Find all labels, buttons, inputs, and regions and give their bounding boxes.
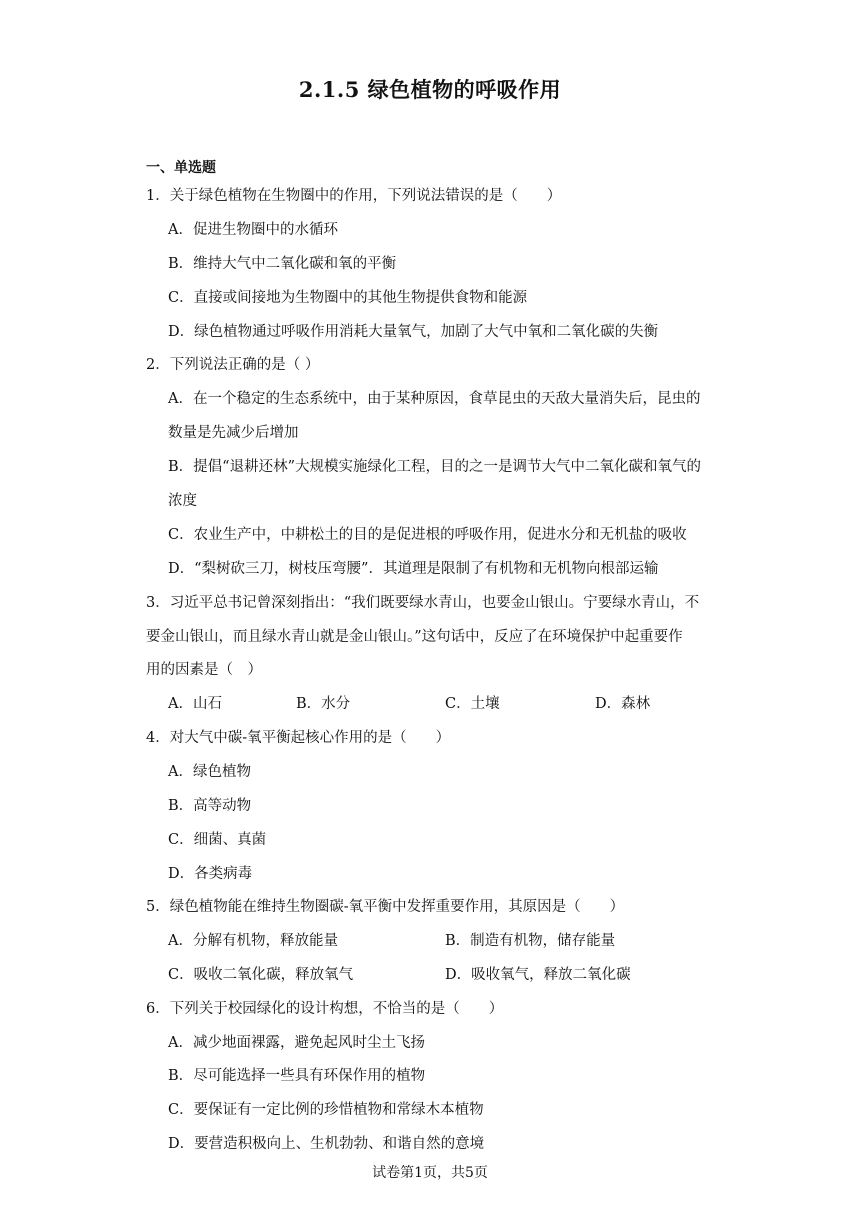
question-3-option-d: D．森林 [595,696,651,712]
question-4-stem: 4．对大气中碳-氧平衡起核心作用的是（ ） [146,730,451,746]
question-5-option-a: A．分解有机物，释放能量 [168,933,338,949]
question-6-option-c: C．要保证有一定比例的珍惜植物和常绿木本植物 [168,1102,484,1118]
section-heading: 一、单选题 [146,160,216,176]
question-1-option-c: C．直接或间接地为生物圈中的其他生物提供食物和能源 [168,290,528,306]
question-1-option-b: B．维持大气中二氧化碳和氧的平衡 [168,256,397,272]
question-5-option-c: C．吸收二氧化碳，释放氧气 [168,967,354,983]
question-4-option-a: A．绿色植物 [168,764,251,780]
question-5-option-b: B．制造有机物，储存能量 [445,933,616,949]
question-2-option-a-cont: 数量是先减少后增加 [168,425,299,441]
question-6-option-d: D．要营造积极向上、生机勃勃、和谐自然的意境 [168,1136,485,1152]
question-3-stem-line-2: 要金山银山，而且绿水青山就是金山银山。”这句话中，反应了在环境保护中起重要作 [146,629,683,645]
question-5-option-d: D．吸收氧气，释放二氧化碳 [445,967,631,983]
question-6-stem: 6．下列关于校园绿化的设计构想，不恰当的是（ ） [146,1001,504,1017]
question-2-option-b-cont: 浓度 [168,493,197,509]
question-2-option-c: C．农业生产中，中耕松土的目的是促进根的呼吸作用，促进水分和无机盐的吸收 [168,527,687,543]
question-3-stem-line-3: 用的因素是（ ） [146,662,262,678]
question-2-stem: 2．下列说法正确的是（ ） [146,357,320,373]
question-1-stem: 1．关于绿色植物在生物圈中的作用，下列说法错误的是（ ） [146,188,562,204]
question-3-option-c: C．土壤 [445,696,500,712]
question-4-option-b: B．高等动物 [168,798,252,814]
question-4-option-c: C．细菌、真菌 [168,832,267,848]
question-1-option-d: D．绿色植物通过呼吸作用消耗大量氧气，加剧了大气中氧和二氧化碳的失衡 [168,324,659,340]
question-2-option-a: A．在一个稳定的生态系统中，由于某种原因，食草昆虫的天敌大量消失后，昆虫的 [168,391,701,407]
question-3-stem-line-1: 3．习近平总书记曾深刻指出：“我们既要绿水青山，也要金山银山。宁要绿水青山，不 [146,595,700,611]
question-2-option-d: D．“梨树砍三刀，树枝压弯腰”．其道理是限制了有机物和无机物向根部运输 [168,561,659,577]
question-5-stem: 5．绿色植物能在维持生物圈碳-氧平衡中发挥重要作用，其原因是（ ） [146,899,625,915]
page-footer: 试卷第1页，共5页 [372,1165,488,1181]
question-3-option-a: A．山石 [168,696,222,712]
page-title: 2.1.5 绿色植物的呼吸作用 [298,77,562,102]
question-2-option-b: B．提倡“退耕还林”大规模实施绿化工程，目的之一是调节大气中二氧化碳和氧气的 [168,459,701,475]
question-6-option-a: A．减少地面裸露，避免起风时尘土飞扬 [168,1035,425,1051]
question-6-option-b: B．尽可能选择一些具有环保作用的植物 [168,1068,426,1084]
question-3-option-b: B．水分 [296,696,351,712]
question-1-option-a: A．促进生物圈中的水循环 [168,222,338,238]
question-4-option-d: D．各类病毒 [168,866,253,882]
